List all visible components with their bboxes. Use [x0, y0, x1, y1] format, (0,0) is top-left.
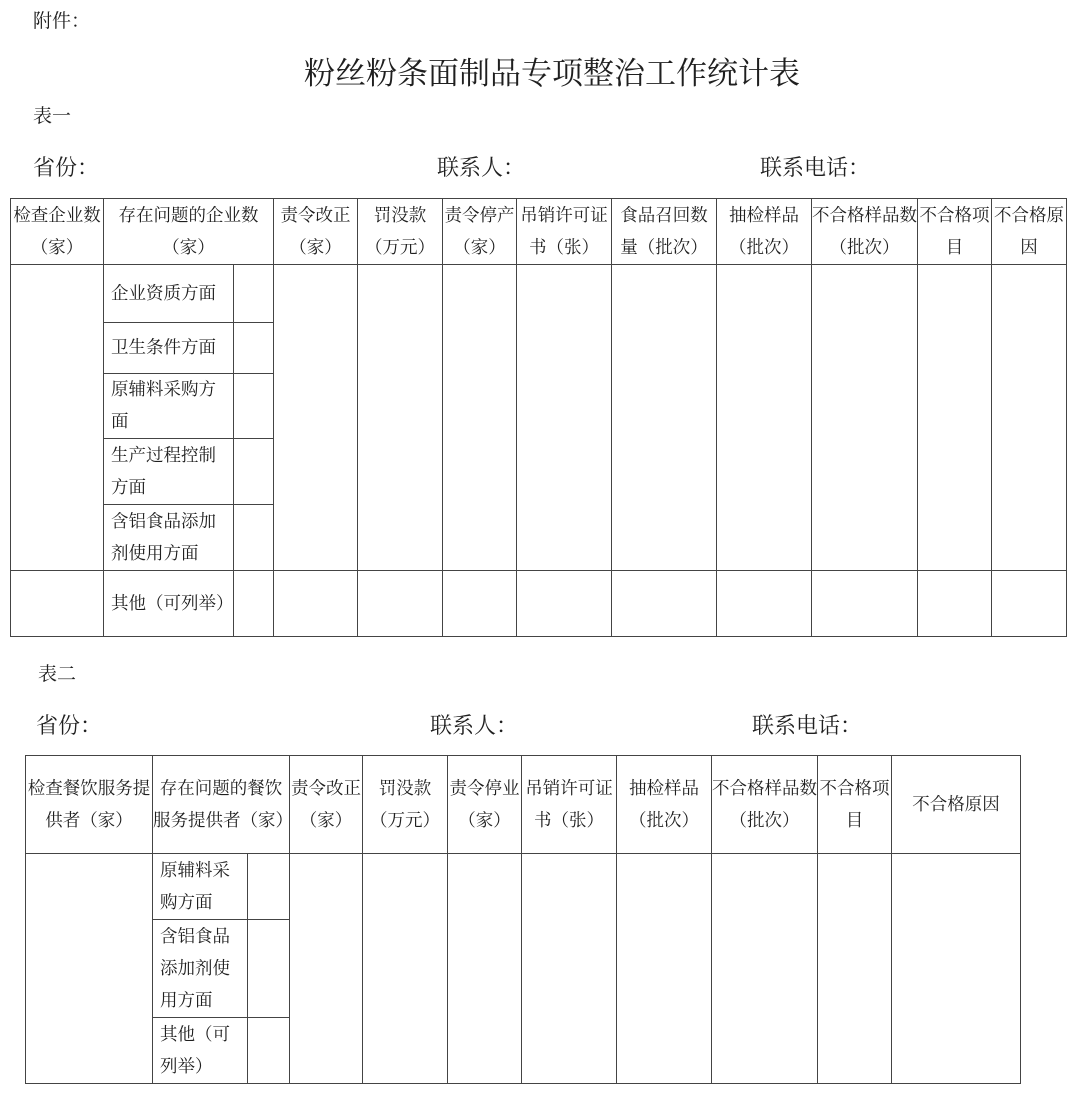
header-unqualified-samples: 不合格样品数（批次）	[712, 756, 818, 854]
cell-other[interactable]	[812, 571, 918, 637]
aspect-label: 企业资质方面	[104, 265, 234, 323]
table2-province-label: 省份：	[36, 714, 103, 739]
cell-other[interactable]	[612, 571, 717, 637]
page-title: 粉丝粉条面制品专项整治工作统计表	[304, 56, 800, 92]
table1-phone-label: 联系电话：	[760, 156, 871, 181]
cell-other[interactable]	[517, 571, 612, 637]
table1-province-label: 省份：	[33, 156, 100, 181]
cell-revoke[interactable]	[517, 265, 612, 571]
aspect-label: 生产过程控制方面	[104, 439, 234, 505]
aspect-label: 原辅料采购方面	[104, 374, 234, 439]
cell-fine[interactable]	[358, 265, 443, 571]
aspect-label: 原辅料采购方面	[153, 854, 248, 920]
header-unqualified-items: 不合格项目	[918, 199, 992, 265]
cell-inspected-other[interactable]	[11, 571, 104, 637]
header-recall: 食品召回数量（批次）	[612, 199, 717, 265]
cell-revoke[interactable]	[522, 854, 617, 1084]
cell-rectify[interactable]	[290, 854, 363, 1084]
aspect-label: 其他（可列举）	[104, 571, 234, 637]
header-fine: 罚没款（万元）	[363, 756, 448, 854]
cell-sample[interactable]	[617, 854, 712, 1084]
header-unqualified-samples: 不合格样品数（批次）	[812, 199, 918, 265]
cell-other[interactable]	[443, 571, 517, 637]
header-fine: 罚没款（万元）	[358, 199, 443, 265]
cell-recall[interactable]	[612, 265, 717, 571]
attachment-label: 附件：	[33, 10, 91, 32]
cell-other[interactable]	[992, 571, 1067, 637]
aspect-value[interactable]	[248, 854, 290, 920]
header-problem: 存在问题的企业数（家）	[104, 199, 274, 265]
header-unqualified-items: 不合格项目	[818, 756, 892, 854]
aspect-label: 其他（可列举）	[153, 1018, 248, 1084]
header-rectify: 责令改正（家）	[290, 756, 363, 854]
cell-other[interactable]	[717, 571, 812, 637]
header-rectify: 责令改正（家）	[274, 199, 358, 265]
header-unqualified-reasons: 不合格原因	[892, 756, 1021, 854]
aspect-value[interactable]	[234, 323, 274, 374]
cell-sample[interactable]	[717, 265, 812, 571]
aspect-value[interactable]	[248, 1018, 290, 1084]
cell-suspend[interactable]	[443, 265, 517, 571]
header-sample: 抽检样品（批次）	[617, 756, 712, 854]
cell-unqualified-items[interactable]	[918, 265, 992, 571]
header-suspend: 责令停产（家）	[443, 199, 517, 265]
aspect-label: 含铝食品添加剂使用方面	[104, 505, 234, 571]
header-suspend: 责令停业（家）	[448, 756, 522, 854]
cell-other[interactable]	[274, 571, 358, 637]
cell-unqualified-samples[interactable]	[812, 265, 918, 571]
table2-label: 表二	[38, 663, 77, 685]
header-inspected: 检查餐饮服务提供者（家）	[26, 756, 153, 854]
table1-label: 表一	[33, 105, 72, 127]
table1-contact-label: 联系人：	[437, 156, 526, 181]
cell-other[interactable]	[918, 571, 992, 637]
aspect-value[interactable]	[234, 439, 274, 505]
cell-inspected[interactable]	[11, 265, 104, 571]
aspect-value[interactable]	[234, 505, 274, 571]
header-inspected: 检查企业数（家）	[11, 199, 104, 265]
table2-contact-label: 联系人：	[430, 714, 519, 739]
header-problem: 存在问题的餐饮服务提供者（家）	[153, 756, 290, 854]
header-revoke: 吊销许可证书（张）	[517, 199, 612, 265]
table2	[25, 755, 1021, 1084]
aspect-value[interactable]	[248, 920, 290, 1018]
header-unqualified-reasons: 不合格原因	[992, 199, 1067, 265]
cell-unqualified-reasons[interactable]	[992, 265, 1067, 571]
header-revoke: 吊销许可证书（张）	[522, 756, 617, 854]
aspect-label: 含铝食品添加剂使用方面	[153, 920, 248, 1018]
cell-unqualified-reasons[interactable]	[892, 854, 1021, 1084]
cell-suspend[interactable]	[448, 854, 522, 1084]
table2-phone-label: 联系电话：	[752, 714, 863, 739]
cell-rectify[interactable]	[274, 265, 358, 571]
cell-unqualified-samples[interactable]	[712, 854, 818, 1084]
cell-other[interactable]	[358, 571, 443, 637]
cell-inspected[interactable]	[26, 854, 153, 1084]
header-sample: 抽检样品（批次）	[717, 199, 812, 265]
table1	[10, 198, 1067, 637]
aspect-value[interactable]	[234, 374, 274, 439]
aspect-label: 卫生条件方面	[104, 323, 234, 374]
cell-fine[interactable]	[363, 854, 448, 1084]
cell-unqualified-items[interactable]	[818, 854, 892, 1084]
aspect-value[interactable]	[234, 571, 274, 637]
aspect-value[interactable]	[234, 265, 274, 323]
